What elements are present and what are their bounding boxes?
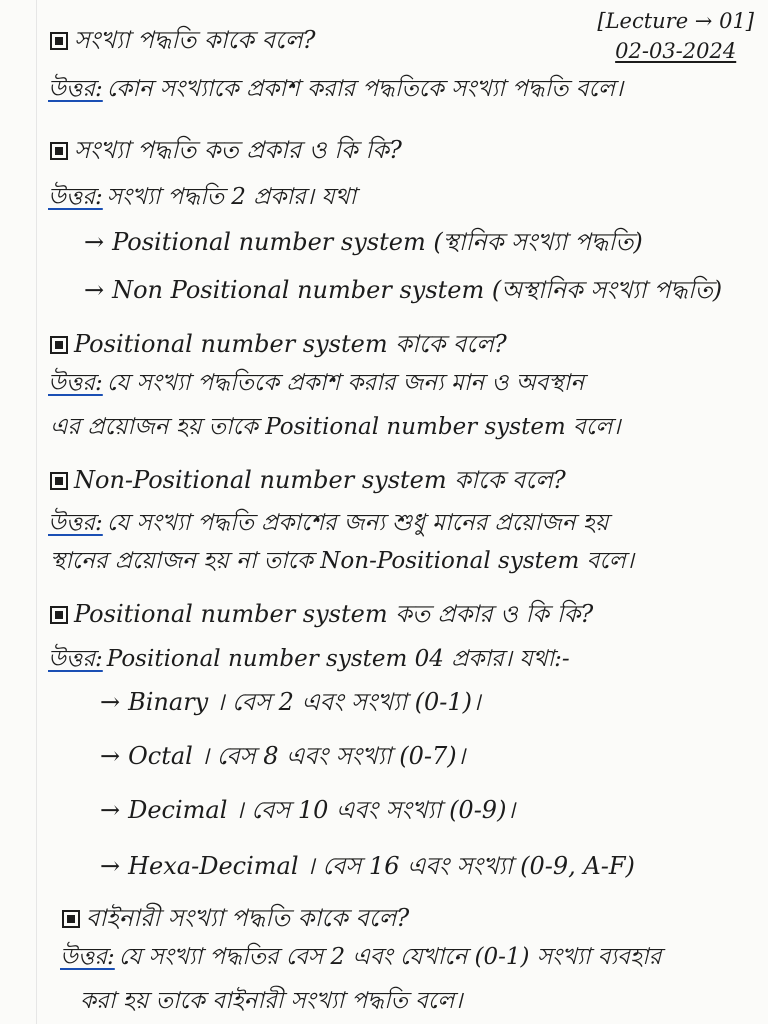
lecture-number: [Lecture → 01] (597, 9, 754, 33)
answer-label: উত্তর: (48, 76, 103, 102)
answer-6 (60, 938, 661, 977)
list-item (84, 224, 643, 264)
list-item-text: Binary । বেস 2 এবং সংখ্যা (0-1)। (128, 688, 481, 716)
answer-4 (48, 504, 608, 543)
answer-3 (48, 364, 584, 403)
answer-1 (48, 70, 623, 109)
question-5-text: Positional number system কত প্রকার ও কি কি? (74, 600, 594, 628)
list-item (100, 684, 481, 724)
question-box-icon (50, 142, 68, 160)
page-margin-rule (36, 0, 37, 1024)
question-box-icon (50, 472, 68, 490)
question-2-text: সংখ্যা পদ্ধতি কত প্রকার ও কি কি? (74, 136, 402, 164)
answer-label: উত্তর: (48, 184, 103, 210)
answer-label: উত্তর: (48, 510, 103, 536)
question-4-text: Non-Positional number system কাকে বলে? (74, 466, 566, 494)
arrow-bullet-icon: → (100, 742, 121, 770)
question-1 (50, 22, 315, 62)
answer-4-text-line-2: স্থানের প্রয়োজন হয় না তাকে Non-Positional system বলে। (50, 548, 635, 574)
question-box-icon (50, 336, 68, 354)
arrow-bullet-icon: → (84, 276, 105, 304)
list-item (100, 738, 465, 778)
arrow-bullet-icon: → (100, 852, 121, 880)
question-box-icon (50, 606, 68, 624)
arrow-bullet-icon: → (100, 688, 121, 716)
answer-1-text: কোন সংখ্যাকে প্রকাশ করার পদ্ধতিকে সংখ্যা পদ্ধতি বলে। (106, 76, 624, 102)
question-6-text: বাইনারী সংখ্যা পদ্ধতি কাকে বলে? (86, 904, 410, 932)
answer-5 (48, 640, 570, 679)
answer-2-text: সংখ্যা পদ্ধতি 2 প্রকার। যথা (106, 184, 357, 210)
answer-3-text-line-1: যে সংখ্যা পদ্ধতিকে প্রকাশ করার জন্য মান ও অবস্থান (106, 370, 585, 396)
question-3 (50, 326, 507, 366)
question-5 (50, 596, 593, 636)
lecture-header (597, 6, 754, 66)
question-2 (50, 132, 402, 172)
arrow-bullet-icon: → (100, 796, 121, 824)
list-item (100, 848, 635, 888)
question-box-icon (62, 910, 80, 928)
list-item-text: Positional number system (স্থানিক সংখ্যা পদ্ধতি) (112, 228, 643, 256)
answer-5-text: Positional number system 04 প্রকার। যথা:- (106, 646, 570, 672)
list-item (84, 272, 722, 312)
answer-3-continuation (50, 408, 620, 447)
question-1-text: সংখ্যা পদ্ধতি কাকে বলে? (74, 26, 316, 54)
answer-4-continuation (50, 542, 634, 581)
answer-label: উত্তর: (48, 646, 103, 672)
question-4 (50, 462, 566, 502)
list-item-text: Decimal । বেস 10 এবং সংখ্যা (0-9)। (128, 796, 516, 824)
answer-6-text-line-1: যে সংখ্যা পদ্ধতির বেস 2 এবং যেখানে (0-1) সংখ্যা ব্যবহার (118, 944, 662, 970)
answer-6-text-line-2: করা হয় তাকে বাইনারী সংখ্যা পদ্ধতি বলে। (80, 988, 463, 1014)
answer-6-continuation (80, 982, 463, 1021)
answer-label: উত্তর: (60, 944, 115, 970)
list-item (100, 792, 515, 832)
list-item-text: Hexa-Decimal । বেস 16 এবং সংখ্যা (0-9, A-F) (128, 852, 635, 880)
lecture-date: 02-03-2024 (615, 39, 737, 63)
question-3-text: Positional number system কাকে বলে? (74, 330, 507, 358)
answer-4-text-line-1: যে সংখ্যা পদ্ধতি প্রকাশের জন্য শুধু মানের প্রয়োজন হয় (106, 510, 609, 536)
question-6 (62, 900, 409, 940)
list-item-text: Octal । বেস 8 এবং সংখ্যা (0-7)। (128, 742, 466, 770)
answer-3-text-line-2: এর প্রয়োজন হয় তাকে Positional number system বলে। (50, 414, 621, 440)
answer-2 (48, 178, 356, 217)
answer-label: উত্তর: (48, 370, 103, 396)
question-box-icon (50, 32, 68, 50)
arrow-bullet-icon: → (84, 228, 105, 256)
list-item-text: Non Positional number system (অস্থানিক সংখ্যা পদ্ধতি) (112, 276, 723, 304)
